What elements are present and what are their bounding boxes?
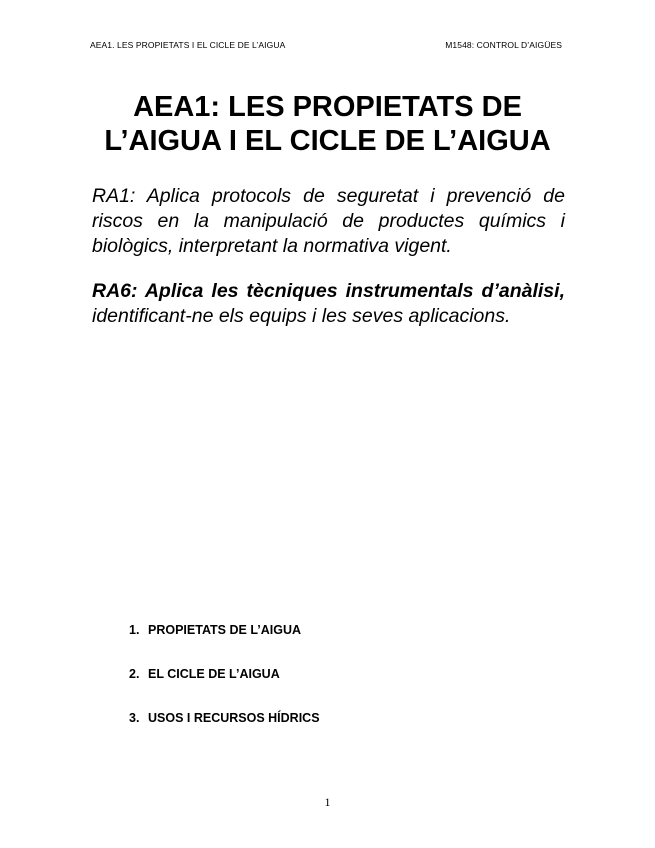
page-title bbox=[60, 90, 595, 158]
learning-outcome-ra6-heading: RA6: Aplica les tècniques instrumentals d’anàlisi, bbox=[92, 280, 565, 302]
contents-item bbox=[129, 708, 320, 752]
header-activity-title: AEA1. LES PROPIETATS I EL CICLE DE L’AIGUA bbox=[90, 40, 286, 50]
learning-outcome-ra6-text: identificant-ne els equips i les seves aplicacions. bbox=[92, 305, 511, 327]
contents-item-number: 3. bbox=[129, 711, 140, 725]
learning-outcome-ra6 bbox=[92, 279, 565, 329]
table-of-contents bbox=[129, 620, 320, 752]
contents-item-number: 2. bbox=[129, 667, 140, 681]
running-header bbox=[90, 39, 562, 51]
contents-item bbox=[129, 664, 320, 708]
page-number: 1 bbox=[324, 795, 331, 809]
page-title-line-2: L’AIGUA I EL CICLE DE L’AIGUA bbox=[104, 125, 551, 157]
contents-item bbox=[129, 620, 320, 664]
contents-item-label: EL CICLE DE L’AIGUA bbox=[148, 667, 280, 681]
header-module-title: M1548: CONTROL D’AIGÜES bbox=[445, 40, 562, 50]
page-title-line-1: AEA1: LES PROPIETATS DE bbox=[133, 91, 522, 123]
contents-item-number: 1. bbox=[129, 623, 140, 637]
learning-outcome-ra1: RA1: Aplica protocols de seguretat i prevenció de riscos en la manipulació de productes químics i biològics, interpretant la normativa vigent. bbox=[92, 185, 565, 257]
contents-item-label: USOS I RECURSOS HÍDRICS bbox=[148, 711, 320, 725]
contents-item-label: PROPIETATS DE L’AIGUA bbox=[148, 623, 302, 637]
